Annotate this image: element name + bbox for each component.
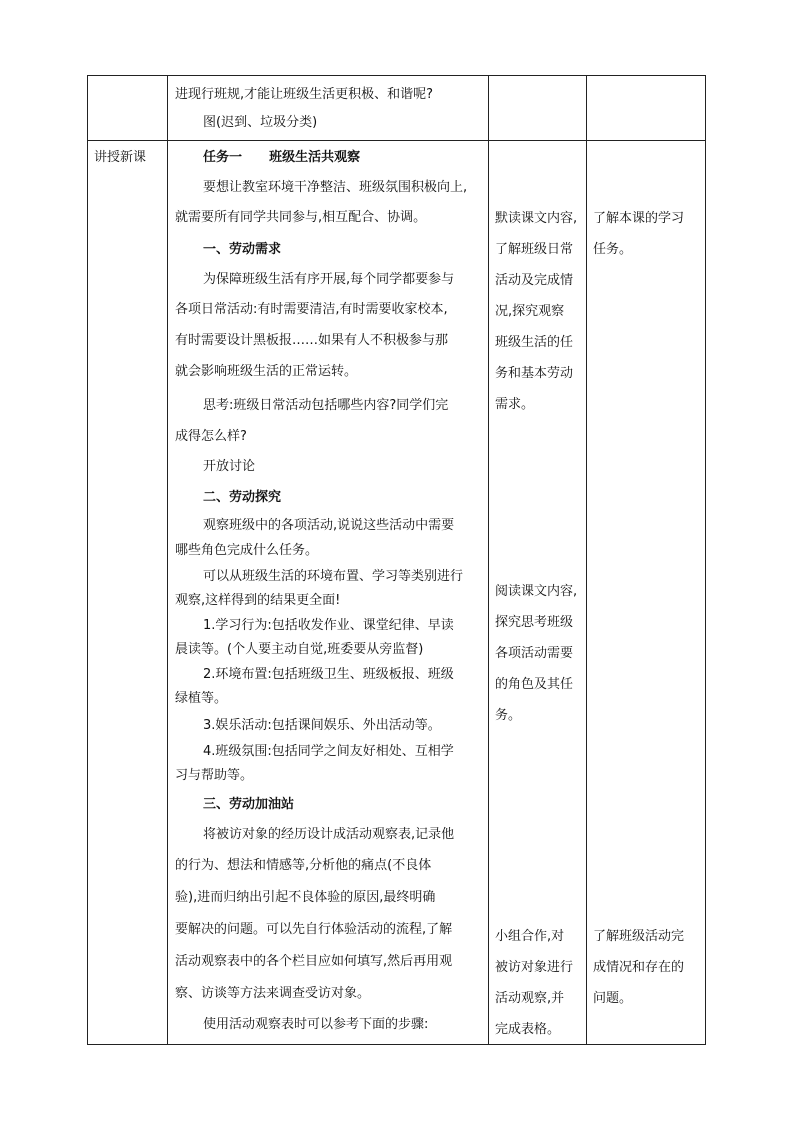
- content-line: 绿植等。: [175, 691, 228, 706]
- content-line: 察、访谈等方法来调查受访对象。: [175, 986, 371, 1001]
- activity-line: 阅读课文内容,: [495, 584, 578, 599]
- table-border-top: [87, 75, 706, 76]
- table-divider-col2: [488, 75, 489, 1045]
- section-heading: 二、劳动探究: [203, 490, 282, 505]
- activity-line: 活动观察,并: [495, 991, 565, 1006]
- content-line: 的行为、想法和情感等,分析他的痛点(不良体: [175, 858, 432, 873]
- intent-line: 了解班级活动完: [593, 929, 685, 944]
- content-line: 验),进而归纳出引起不良体验的原因,最终明确: [175, 890, 436, 905]
- intent-line: 问题。: [593, 991, 633, 1006]
- content-line: 使用活动观察表时可以参考下面的步骤:: [203, 1017, 429, 1032]
- content-line: 就会影响班级生活的正常运转。: [175, 364, 358, 379]
- content-line: 就需要所有同学共同参与,相互配合、协调。: [175, 210, 427, 225]
- intent-line: 了解本课的学习: [593, 211, 685, 226]
- content-line: 要解决的问题。可以先自行体验活动的流程,了解: [175, 922, 453, 937]
- activity-line: 需求。: [495, 397, 535, 412]
- stage-label: 讲授新课: [94, 150, 147, 165]
- content-line: 各项日常活动:有时需要清洁,有时需要收家校本,: [175, 302, 448, 317]
- header-line-1: 进现行班规,才能让班级生活更积极、和谐呢?: [175, 87, 434, 102]
- content-line: 1.学习行为:包括收发作业、课堂纪律、早读: [203, 618, 454, 633]
- table-border-left: [87, 75, 88, 1045]
- table-divider-col1: [167, 75, 168, 1045]
- content-line: 为保障班级生活有序开展,每个同学都要参与: [203, 272, 455, 287]
- content-line: 2.环境布置:包括班级卫生、班级板报、班级: [203, 667, 454, 682]
- activity-line: 班级生活的任: [495, 335, 574, 350]
- content-line: 哪些角色完成什么任务。: [175, 543, 319, 558]
- activity-line: 默读课文内容,: [495, 211, 578, 226]
- content-line: 观察班级中的各项活动,说说这些活动中需要: [203, 518, 455, 533]
- section-heading: 三、劳动加油站: [203, 797, 295, 812]
- activity-line: 探究思考班级: [495, 615, 574, 630]
- activity-line: 被访对象进行: [495, 960, 574, 975]
- intent-line: 任务。: [593, 242, 633, 257]
- task-title: 任务一 班级生活共观察: [203, 150, 361, 165]
- section-heading: 一、劳动需求: [203, 242, 282, 257]
- content-line: 3.娱乐活动:包括课间娱乐、外出活动等。: [203, 718, 441, 733]
- intent-line: 成情况和存在的: [593, 960, 685, 975]
- activity-line: 务。: [495, 708, 522, 723]
- content-line: 4.班级氛围:包括同学之间友好相处、互相学: [203, 744, 454, 759]
- content-line: 成得怎么样?: [175, 429, 247, 444]
- content-line: 要想让教室环境干净整洁、班级氛围积极向上,: [203, 180, 468, 195]
- activity-line: 务和基本劳动: [495, 366, 574, 381]
- table-border-right: [705, 75, 706, 1045]
- activity-line: 的角色及其任: [495, 677, 574, 692]
- content-line: 活动观察表中的各个栏目应如何填写,然后再用观: [175, 954, 453, 969]
- activity-line: 各项活动需要: [495, 646, 574, 661]
- activity-line: 况,探究观察: [495, 304, 565, 319]
- table-border-bottom: [87, 1044, 706, 1045]
- content-line: 思考:班级日常活动包括哪些内容?同学们完: [203, 398, 449, 413]
- content-line: 有时需要设计黑板报……如果有人不积极参与那: [175, 333, 449, 348]
- content-line: 习与帮助等。: [175, 768, 254, 783]
- activity-line: 完成表格。: [495, 1022, 561, 1037]
- content-line: 观察,这样得到的结果更全面!: [175, 593, 341, 608]
- content-line: 将被访对象的经历设计成活动观察表,记录他: [203, 827, 455, 842]
- header-line-2: 图(迟到、垃圾分类): [203, 115, 318, 130]
- content-line: 可以从班级生活的环境布置、学习等类别进行: [203, 569, 464, 584]
- content-line: 晨读等。(个人要主动自觉,班委要从旁监督): [175, 642, 424, 657]
- activity-line: 了解班级日常: [495, 242, 574, 257]
- content-line: 开放讨论: [203, 459, 256, 474]
- activity-line: 活动及完成情: [495, 273, 574, 288]
- table-row-divider: [87, 140, 706, 141]
- activity-line: 小组合作,对: [495, 929, 565, 944]
- table-divider-col3: [586, 75, 587, 1045]
